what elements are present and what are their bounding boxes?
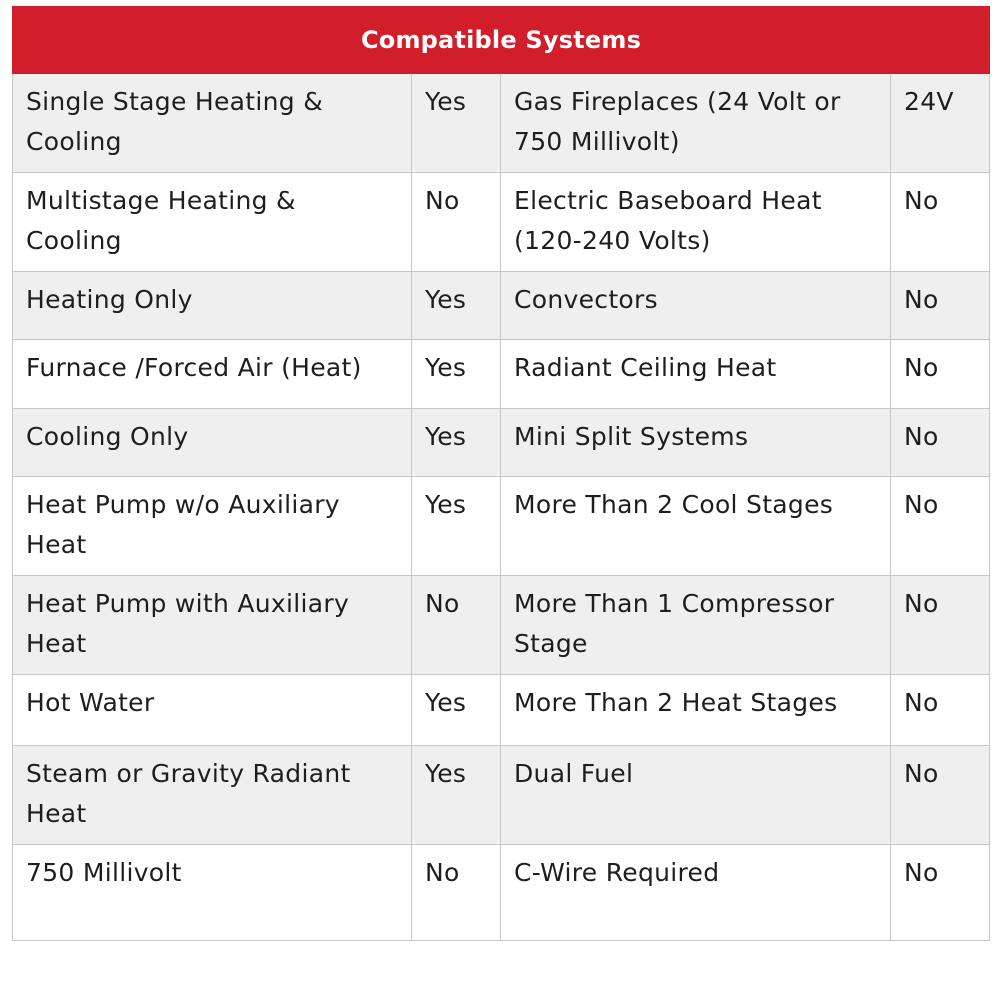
table-row	[13, 576, 990, 675]
value-b-cell: No	[891, 173, 990, 272]
system-a-cell: Cooling Only	[13, 409, 412, 477]
value-b-cell: No	[891, 409, 990, 477]
compatible-systems-table-wrapper	[12, 6, 989, 941]
value-a-cell: Yes	[412, 675, 501, 746]
system-a-cell: Steam or Gravity Radiant Heat	[13, 746, 412, 845]
system-a-cell: Heat Pump w/o Auxiliary Heat	[13, 477, 412, 576]
table-row	[13, 74, 990, 173]
value-a-cell: Yes	[412, 409, 501, 477]
value-b-cell: 24V	[891, 74, 990, 173]
value-b-cell: No	[891, 272, 990, 340]
value-b-cell: No	[891, 576, 990, 675]
system-b-cell: Radiant Ceiling Heat	[501, 340, 891, 409]
table-header-row	[13, 7, 990, 74]
value-b-cell: No	[891, 746, 990, 845]
system-b-cell: Dual Fuel	[501, 746, 891, 845]
system-a-cell: 750 Millivolt	[13, 845, 412, 941]
compatible-systems-table	[12, 6, 990, 941]
table-row	[13, 477, 990, 576]
system-a-cell: Furnace /Forced Air (Heat)	[13, 340, 412, 409]
value-a-cell: No	[412, 576, 501, 675]
value-b-cell: No	[891, 477, 990, 576]
table-title: Compatible Systems	[13, 7, 990, 74]
value-b-cell: No	[891, 845, 990, 941]
system-b-cell: Electric Baseboard Heat (120-240 Volts)	[501, 173, 891, 272]
system-a-cell: Heating Only	[13, 272, 412, 340]
value-a-cell: Yes	[412, 746, 501, 845]
table-row	[13, 746, 990, 845]
system-b-cell: More Than 2 Heat Stages	[501, 675, 891, 746]
value-a-cell: Yes	[412, 272, 501, 340]
system-b-cell: Mini Split Systems	[501, 409, 891, 477]
table-row	[13, 845, 990, 941]
system-b-cell: More Than 1 Compressor Stage	[501, 576, 891, 675]
system-b-cell: More Than 2 Cool Stages	[501, 477, 891, 576]
table-row	[13, 409, 990, 477]
system-a-cell: Multistage Heating & Cooling	[13, 173, 412, 272]
table-row	[13, 340, 990, 409]
system-b-cell: Convectors	[501, 272, 891, 340]
table-row	[13, 173, 990, 272]
value-a-cell: Yes	[412, 74, 501, 173]
value-b-cell: No	[891, 340, 990, 409]
system-a-cell: Hot Water	[13, 675, 412, 746]
value-a-cell: No	[412, 173, 501, 272]
table-row	[13, 272, 990, 340]
system-a-cell: Heat Pump with Auxiliary Heat	[13, 576, 412, 675]
system-b-cell: C-Wire Required	[501, 845, 891, 941]
system-a-cell: Single Stage Heating & Cooling	[13, 74, 412, 173]
table-row	[13, 675, 990, 746]
value-a-cell: Yes	[412, 477, 501, 576]
value-b-cell: No	[891, 675, 990, 746]
value-a-cell: Yes	[412, 340, 501, 409]
value-a-cell: No	[412, 845, 501, 941]
system-b-cell: Gas Fireplaces (24 Volt or 750 Millivolt)	[501, 74, 891, 173]
